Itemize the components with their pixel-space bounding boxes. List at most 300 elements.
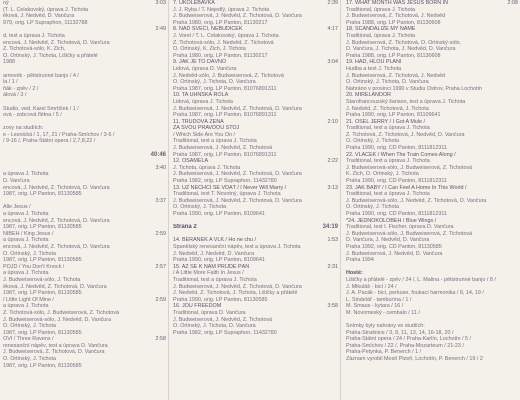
line-text: Traditional, úprava D. Vančura bbox=[173, 309, 246, 316]
credit-line bbox=[170, 20, 340, 27]
credit-line bbox=[170, 178, 340, 185]
credit-line bbox=[170, 211, 340, 218]
line-text: Alle Jesus / bbox=[3, 204, 31, 211]
credit-line bbox=[170, 132, 340, 139]
line-text: Praha 1987, orig. LP Panton, 81076891311 bbox=[173, 151, 277, 158]
line-text: Praha-Petynka, P. Benerch / 1 / bbox=[346, 349, 422, 356]
line-text: Traditional, text a úprava J. Tichota bbox=[173, 138, 257, 145]
credit-line bbox=[0, 191, 168, 198]
line-text: Traditional, úprava J. Tichota bbox=[346, 6, 416, 13]
credit-line bbox=[170, 7, 340, 14]
line-text: renesanční nápěv, text a úprava D. Vančura bbox=[3, 342, 108, 349]
credit-line bbox=[0, 257, 168, 264]
line-text: ěková, J. Nedvěd, D. Vančura bbox=[3, 13, 75, 20]
line-text: Snímky byly nahrány ve studiích: bbox=[346, 323, 425, 330]
credit-line bbox=[342, 125, 520, 132]
line-text: Záznam vyrobil Mestí Plzeň, Lochotín, P. Benerch / 19 / 2 bbox=[346, 356, 483, 363]
line-text: Traditional, text a úprava J. Tichota bbox=[173, 276, 257, 283]
line-text bbox=[3, 145, 166, 152]
line-text: D. Vančura, J. Tichota, J. Nedvěd, D. Vančura bbox=[346, 46, 456, 53]
line-text: encová, J. Nedvěd, Z. Tichotová, D. Vančura bbox=[3, 184, 110, 191]
line-text: 23. JAK BABY / I Can Feel A Home In This World / bbox=[346, 184, 467, 191]
credit-line bbox=[0, 284, 168, 291]
credit-line bbox=[0, 297, 168, 304]
line-text: Praha 1980, orig. LP Panton, 81130217 bbox=[173, 19, 268, 26]
credit-line bbox=[342, 40, 520, 47]
line-text: Hosté: bbox=[346, 270, 363, 277]
line-text: J. Budweiserová, J. Nedvěd, Z. Tichotová, D. Vančura bbox=[173, 13, 302, 20]
track-title-line bbox=[170, 185, 340, 192]
track-title-line bbox=[342, 152, 520, 159]
line-text: 1987, orig. LP Panton, 81130585 bbox=[3, 362, 82, 369]
credit-line bbox=[342, 171, 520, 178]
panel-fold-line bbox=[340, 0, 341, 400]
line-text: J. Budweiserová-sólo, J. Nedvěd, D. Vančura bbox=[3, 316, 112, 323]
track-duration: 34:19 bbox=[322, 224, 338, 231]
track-duration: 4:17 bbox=[327, 26, 338, 33]
line-text: J. Budweiserová, J. Nedvěd, Z. Tichotová, D. Vančura bbox=[173, 105, 302, 112]
credit-line bbox=[342, 224, 520, 231]
line-text bbox=[3, 165, 150, 172]
credit-line bbox=[170, 112, 340, 119]
line-text: J. Vorel / T. L. Čelakovský, úprava J. Tichota bbox=[173, 32, 279, 39]
credit-line bbox=[342, 211, 520, 218]
track-title-line bbox=[342, 119, 520, 126]
line-text: 1988 bbox=[3, 59, 15, 66]
track-title-line bbox=[170, 59, 340, 66]
credit-line bbox=[0, 270, 168, 277]
line-text: ZA SVOU PRAVDOU STOJ bbox=[173, 125, 240, 132]
line-text: L. Šindelář - tamburína / 1 / bbox=[346, 296, 412, 303]
credit-line bbox=[170, 284, 340, 291]
credit-line bbox=[0, 86, 168, 93]
line-text: / Little Light Of Mine / bbox=[3, 296, 54, 303]
track-duration: 3:58 bbox=[327, 303, 338, 310]
credit-line bbox=[342, 86, 520, 93]
credit-line bbox=[0, 218, 168, 225]
track-duration: 3:13 bbox=[327, 184, 338, 191]
line-text: a úprava J. Tichota bbox=[3, 270, 49, 277]
credit-line bbox=[170, 152, 340, 159]
credit-line bbox=[170, 323, 340, 330]
credit-line bbox=[342, 204, 520, 211]
credit-line bbox=[0, 349, 168, 356]
line-text: 15. AŽ SE K NÁM PŘIJDE PÁN bbox=[173, 263, 250, 270]
line-text: M. Novomeský - cembalo / 11 / bbox=[346, 309, 420, 316]
line-text: Traditional, text a úprava J. Tichota bbox=[346, 125, 430, 132]
line-text: Praha 1990, orig. LP Panton, 8109641 bbox=[173, 257, 265, 264]
line-text: 10. TA UHNSKÁ ROLA bbox=[173, 92, 229, 99]
line-text bbox=[3, 26, 150, 33]
credit-line bbox=[0, 92, 168, 99]
credit-line bbox=[342, 106, 520, 113]
credit-line bbox=[0, 99, 168, 106]
track-title-line bbox=[342, 218, 520, 225]
credit-line bbox=[342, 191, 520, 198]
line-text: encová, J. Nedvěd, Z. Tichotová, D. Vančura bbox=[3, 39, 110, 46]
line-text: Nahráno v prosinci 1990 v Studiu Ostrov, Praha Lochotín bbox=[346, 85, 482, 92]
track-title-line bbox=[342, 92, 520, 99]
credit-line bbox=[342, 303, 520, 310]
line-text: Hudba a text J. Tichota bbox=[346, 65, 402, 72]
line-text: O. Ortinský, J. Tichota, D. Vančura bbox=[173, 323, 256, 330]
line-text: Praha 1987, orig. LP Panton, 81076891311 bbox=[173, 85, 277, 92]
credit-line bbox=[0, 59, 168, 66]
credit-line bbox=[342, 165, 520, 172]
line-text: Praha 1982, orig. LP Supraphon, 11432780 bbox=[173, 329, 277, 336]
line-text: Praha 1988, orig. LP Panton, 81130608 bbox=[346, 19, 441, 26]
line-text bbox=[3, 99, 166, 106]
credit-line bbox=[0, 7, 168, 14]
line-text: J. Budweiserová, J. Nedvěd, Z. Tichotová, D. Vančura bbox=[173, 171, 302, 178]
line-text: J. Budweiserová, Z. Tichotová, O. Ortinský-sólo, bbox=[346, 39, 462, 46]
track-title-line bbox=[170, 237, 340, 244]
line-text: Praha 1990, orig. LP Panton, 81130585 bbox=[173, 296, 268, 303]
credit-line bbox=[342, 343, 520, 350]
credit-line bbox=[0, 112, 168, 119]
credit-line bbox=[0, 231, 168, 238]
credit-line bbox=[0, 303, 168, 310]
line-text: ová - zobcová flétna / 5 / bbox=[3, 112, 62, 119]
credit-line bbox=[0, 244, 168, 251]
line-text: 16. JOU FREEDOM bbox=[173, 303, 222, 310]
track-duration: 2:31 bbox=[327, 263, 338, 270]
line-text: Praha 1990, orig. LP Panton, 81109641 bbox=[346, 112, 441, 119]
line-text: 20. MIRELANDOR bbox=[346, 92, 391, 99]
line-text: Z. Tichotová-sólo, J. Nedvěd, Z. Tichotová bbox=[173, 39, 274, 46]
line-text: J. Nedvěd, J. Nedvěd, D. Vančura bbox=[173, 250, 255, 257]
line-text: Praha 1990, orig. CD Panton, 8111812311 bbox=[346, 145, 447, 152]
line-text: O. Ortinský, J. Tichota bbox=[3, 356, 57, 363]
credit-line bbox=[342, 145, 520, 152]
credit-line bbox=[342, 53, 520, 60]
credit-line bbox=[0, 336, 168, 343]
credit-line bbox=[0, 79, 168, 86]
booklet-column-1 bbox=[0, 0, 168, 400]
credit-line bbox=[0, 0, 168, 7]
line-text: J. Budweiserová, Z. Tichotová, D. Vančura bbox=[3, 349, 105, 356]
line-text: NIBEH / King Jesus / bbox=[3, 230, 54, 237]
credit-line bbox=[170, 53, 340, 60]
line-text: la / 1 / bbox=[3, 79, 18, 86]
line-text: Traditional, text I. Fischer, úprava D. Vančura bbox=[346, 224, 454, 231]
track-duration: 2:39 bbox=[327, 0, 338, 6]
credit-line bbox=[342, 198, 520, 205]
track-title-line bbox=[170, 0, 340, 7]
line-text: ný bbox=[3, 0, 9, 6]
track-title-line bbox=[342, 59, 520, 66]
line-text bbox=[3, 158, 166, 165]
track-duration: 2:22 bbox=[327, 158, 338, 165]
line-text: Španělský renesanční nápěv, text a úprava J. Tichota bbox=[173, 243, 301, 250]
line-text: J. Budweiserová, J. Nedvěd, Z. Tichotová bbox=[173, 145, 273, 152]
credit-line bbox=[170, 297, 340, 304]
credit-line bbox=[170, 145, 340, 152]
line-text: Praha-Strašnice / 3, 8, 11, 13, 14, 16-18, 20 / bbox=[346, 329, 454, 336]
track-duration: 3:04 bbox=[327, 59, 338, 66]
line-text: 1987, orig. LP Panton, 81130585 bbox=[3, 290, 82, 297]
line-text: O. Ortinský, J. Tichota bbox=[346, 204, 400, 211]
line-text: Praha 1990, orig. CD Panton, 8111812311 bbox=[346, 178, 447, 185]
credit-line bbox=[170, 244, 340, 251]
credit-line bbox=[170, 138, 340, 145]
credit-line bbox=[0, 317, 168, 324]
line-text: 18. SCANDALIZE MY NAME bbox=[346, 26, 416, 33]
track-duration: 2:08 bbox=[507, 0, 518, 6]
booklet-column-2 bbox=[170, 0, 340, 400]
track-duration: 3:03 bbox=[155, 0, 166, 6]
track-title-line bbox=[170, 303, 340, 310]
line-text: armonik - pětistrunné banjo / 4 / bbox=[3, 72, 79, 79]
credit-line bbox=[0, 165, 168, 172]
credit-line bbox=[170, 270, 340, 277]
track-title-line bbox=[170, 119, 340, 126]
line-text: Praha 1988, orig. LP Panton, 81130608 bbox=[346, 52, 441, 59]
credit-line bbox=[342, 73, 520, 80]
line-text: Lišičky a přátelé - zpěv / 24 /, L. Malina - pětistrunné banjo / 8 / bbox=[346, 276, 496, 283]
credit-line bbox=[170, 13, 340, 20]
credit-line bbox=[0, 158, 168, 165]
line-text: Lidová, úprava J. Tichota bbox=[173, 98, 233, 105]
line-text: Z. Tichotová, Z. Tichotová, J. Nedvěd, D. Vančura bbox=[346, 131, 465, 138]
credit-line bbox=[342, 284, 520, 291]
line-text: J. Tichota, úprava J. Tichota bbox=[173, 164, 241, 171]
line-text: 1987, orig. LP Panton, 81130585 bbox=[3, 257, 82, 264]
line-text: J. Budweiserová, J. Nedvěd, Z. Tichotová bbox=[173, 316, 273, 323]
line-text bbox=[3, 119, 166, 126]
line-text: 14. BERÁNEK A VLK / Ho ne chu / bbox=[173, 237, 257, 244]
line-text: O. Ortinský, J. Tichota bbox=[346, 138, 400, 145]
line-text: zovy na studiích: bbox=[3, 125, 44, 132]
line-text: (T. L. Čelakovský, úprava J. Tichota bbox=[3, 6, 89, 13]
credit-line bbox=[342, 33, 520, 40]
line-text: J. Budweiserová, J. Nedvěd, Z. Tichotová, D. Vančura bbox=[173, 197, 302, 204]
credit-line bbox=[0, 363, 168, 370]
track-title-line bbox=[170, 26, 340, 33]
credit-line bbox=[170, 66, 340, 73]
side-heading bbox=[170, 224, 340, 231]
line-text: 1987, orig. LP Panton, 81130585 bbox=[3, 329, 82, 336]
credit-line bbox=[0, 237, 168, 244]
credit-line bbox=[170, 40, 340, 47]
credit-line bbox=[342, 336, 520, 343]
credit-line bbox=[170, 165, 340, 172]
line-text: ěková, J. Nedvěd, Z. Tichotová, D. Vančura bbox=[3, 283, 107, 290]
credit-line bbox=[342, 13, 520, 20]
section-heading bbox=[342, 270, 520, 277]
track-duration: 2:57 bbox=[155, 263, 166, 270]
credit-line bbox=[0, 138, 168, 145]
line-text: Praha-Státní opera / 24 / Praha-Karlín, Lochotín / 5 / bbox=[346, 336, 471, 343]
track-duration: 2:58 bbox=[155, 336, 166, 343]
credit-line bbox=[170, 218, 340, 225]
line-text bbox=[346, 264, 518, 271]
credit-line bbox=[342, 297, 520, 304]
credit-line bbox=[170, 86, 340, 93]
credit-line bbox=[342, 356, 520, 363]
credit-line bbox=[342, 20, 520, 27]
credit-line bbox=[170, 46, 340, 53]
credit-line bbox=[342, 46, 520, 53]
credit-line bbox=[170, 290, 340, 297]
track-duration: 2:49 bbox=[155, 26, 166, 33]
credit-line bbox=[0, 224, 168, 231]
credit-line bbox=[0, 171, 168, 178]
credit-line bbox=[342, 277, 520, 284]
credit-line bbox=[0, 119, 168, 126]
line-text: a úprava J. Tichota bbox=[3, 237, 49, 244]
track-title-line bbox=[342, 26, 520, 33]
side-heading bbox=[0, 152, 168, 159]
line-text: J. Nedvěd-sólo, J. Budweiserová, Z. Tichotová bbox=[173, 72, 284, 79]
line-text: 7. UKOLÉBAVKA bbox=[173, 0, 215, 6]
credit-line bbox=[0, 211, 168, 218]
line-text bbox=[3, 152, 145, 159]
line-text: O. Ortinský, J. Tichota, D. Vančura bbox=[173, 79, 256, 86]
credit-line bbox=[170, 99, 340, 106]
credit-line bbox=[342, 99, 520, 106]
line-text: J. Budweiserová-sólo, J. Tichota bbox=[3, 276, 81, 283]
line-text: J. Budweiserová-sólo, J. Nedvěd, Z. Tichotová, D. Vančura bbox=[346, 197, 487, 204]
credit-line bbox=[342, 237, 520, 244]
credit-line bbox=[342, 244, 520, 251]
line-text: O. Ortinský, J. Tichota bbox=[173, 204, 227, 211]
panel-fold-line bbox=[168, 0, 169, 400]
line-text: Praha 1982, orig. LP Supraphon, 11432780 bbox=[173, 178, 277, 185]
line-text: O. Ortinský, K. Žich, J. Tichota bbox=[173, 46, 246, 53]
line-text: Praha 1987, orig. LP Panton, 81076891311 bbox=[173, 112, 277, 119]
line-text: a úprava J. Tichota bbox=[3, 171, 49, 178]
line-text: J. J. Ryba / T. Nejedlý, úprava J. Tichota bbox=[173, 6, 270, 13]
line-text: 13. UŽ NECHCI SE VDÁT / I Never Will Marry / bbox=[173, 184, 287, 191]
line-text: J. Budweiserová-sólo, J. Budweiserová, Z. Tichotová bbox=[346, 164, 473, 171]
credit-line bbox=[342, 231, 520, 238]
credit-line bbox=[0, 178, 168, 185]
credit-line bbox=[0, 46, 168, 53]
line-text: Praha 1990, orig. LP Panton, 8109641 bbox=[173, 211, 265, 217]
line-text: Z. Tichotová-sólo, K. Žich, bbox=[3, 46, 66, 53]
line-text: 1987, orig. LP Panton, 81130585 bbox=[3, 224, 82, 231]
credit-line bbox=[0, 290, 168, 297]
line-text: Praha 1992, orig. CD Panton, 81130585 bbox=[346, 243, 442, 250]
credit-line bbox=[170, 79, 340, 86]
track-duration: 1:53 bbox=[327, 237, 338, 244]
credit-line bbox=[170, 277, 340, 284]
line-text: D. Vančura bbox=[3, 178, 30, 185]
line-text: / 9-16 /, Praha-Státní opera / 2,7,8,22 / bbox=[3, 138, 96, 145]
credit-line bbox=[170, 198, 340, 205]
credit-line bbox=[170, 106, 340, 113]
credit-line bbox=[170, 191, 340, 198]
line-text bbox=[173, 231, 338, 238]
line-text: J. Budweiserová-sólo, J. Budweiserová, Z. Tichotová bbox=[346, 230, 473, 237]
track-title-line bbox=[170, 92, 340, 99]
line-text: 11. TRUDOVÁ ŽENA bbox=[173, 118, 224, 125]
credit-line bbox=[342, 178, 520, 185]
line-text: OVÍ / Three Ravens / bbox=[3, 336, 54, 343]
line-text: J. Budweiserová, J. Nedvěd, Z. Tichotová, D. Vančura bbox=[173, 283, 302, 290]
line-text: J. Budweiserová, J. Nedvěd, D. Vančura bbox=[346, 250, 443, 257]
credit-line bbox=[0, 356, 168, 363]
line-text: 979, orig. LP Supraphon, 11132788 bbox=[3, 19, 88, 26]
track-duration: 2:59 bbox=[155, 230, 166, 237]
line-text: 22. VLÁČEK / When The Train Comes Along / bbox=[346, 151, 456, 158]
credit-line bbox=[342, 323, 520, 330]
line-text: Praha-Smíchov / 22 /, Praha-Mozarteum / 21-23 / bbox=[346, 342, 465, 349]
line-text: J. Budweiserová, Z. Tichotová, J. Nedvěd bbox=[346, 72, 446, 79]
line-text: K. Žich, O. Ortinský, J. Tichota bbox=[346, 171, 419, 178]
line-text: Lidová, úprava D. Vančura bbox=[173, 65, 237, 72]
credit-line bbox=[0, 145, 168, 152]
line-text: Praha 1990, orig. CD Panton, 8111812311 bbox=[346, 211, 447, 217]
credit-line bbox=[0, 330, 168, 337]
credit-line bbox=[342, 79, 520, 86]
track-title-line bbox=[170, 264, 340, 271]
line-text: J. Budweiserová, Z. Tichotová, J. Nedvěd bbox=[346, 13, 446, 20]
credit-line bbox=[170, 231, 340, 238]
line-text: 17. WHAT MONTH WAS JESUS BORN IN bbox=[346, 0, 449, 6]
line-text: Traditional, text T. Novotný, úprava J. Tichota bbox=[173, 191, 281, 198]
credit-line bbox=[170, 33, 340, 40]
line-text: e - Lesnická / 1, 17, 21 / Praha-Smíchov / 3-6 / bbox=[3, 131, 115, 138]
line-text: 21. OSEL JERRY / I Got A Mule / bbox=[346, 118, 425, 125]
credit-line bbox=[0, 323, 168, 330]
line-text: Traditional, úprava J. Tichota bbox=[346, 32, 416, 39]
credit-line bbox=[170, 330, 340, 337]
credit-line bbox=[170, 310, 340, 317]
track-title-line bbox=[342, 185, 520, 192]
line-text: Strana 2 bbox=[173, 224, 197, 231]
line-text: O. Ortinský, J. Tichota bbox=[3, 250, 57, 257]
credit-line bbox=[0, 106, 168, 113]
line-text bbox=[3, 198, 150, 205]
line-text: a úprava J. Tichota bbox=[3, 211, 49, 217]
line-text: J. Nedvěd, Z. Tichotová, J. Tichota, Lišičky a přátelé bbox=[173, 290, 298, 297]
line-text: ňák - zpěv / 2 / bbox=[3, 85, 39, 92]
line-text: 9. JAK JE TO DÁVNO bbox=[173, 59, 227, 66]
track-duration: 40:46 bbox=[150, 151, 166, 158]
credit-line bbox=[170, 73, 340, 80]
line-text: O. Ortinský, J. Tichota bbox=[3, 323, 57, 330]
credit-line bbox=[342, 7, 520, 14]
credit-line bbox=[342, 138, 520, 145]
credit-line bbox=[0, 264, 168, 271]
line-text: J. A. Pacák - bicí, perkuse, foukací harmonika / 8, 14, 19 / bbox=[346, 290, 484, 297]
line-text: Praha 1980, orig. LP Panton, 81130217 bbox=[173, 52, 268, 59]
credit-line bbox=[342, 257, 520, 264]
credit-line bbox=[170, 251, 340, 258]
track-title-line bbox=[170, 125, 340, 132]
track-duration: 3:37 bbox=[155, 197, 166, 204]
line-text: d, text a úprava J. Tichota bbox=[3, 32, 65, 39]
line-text: O. Ortinský, J. Tichota, Lišičky a přátelé bbox=[3, 52, 98, 59]
line-text: POJĎ / You Don't Knock / bbox=[3, 263, 65, 270]
credit-line bbox=[342, 349, 520, 356]
credit-line bbox=[0, 66, 168, 73]
line-text: encová, J. Nedvěd, Z. Tichotová, D. Vančura bbox=[3, 243, 110, 250]
line-text: *24. JEDNOKOLOBĚH / Blue Wings / bbox=[346, 217, 437, 224]
line-text: Studio, ved. Karel Šmrtíček / 1 / bbox=[3, 105, 79, 112]
line-text: Traditional, text a úprava J. Tichota bbox=[346, 158, 430, 165]
line-text: encová, J. Nedvěd, Z. Tichotová, D. Vančura bbox=[3, 217, 110, 224]
line-text: 1987, orig. LP Panton, 81130585 bbox=[3, 191, 82, 198]
credit-line bbox=[342, 330, 520, 337]
credit-line bbox=[342, 264, 520, 271]
credit-line bbox=[0, 13, 168, 20]
credit-line bbox=[0, 125, 168, 132]
line-text: J. Nedvěd, Z. Tichotová, J. Tichota bbox=[346, 105, 429, 112]
line-text: a úprava J. Tichota bbox=[3, 303, 49, 310]
